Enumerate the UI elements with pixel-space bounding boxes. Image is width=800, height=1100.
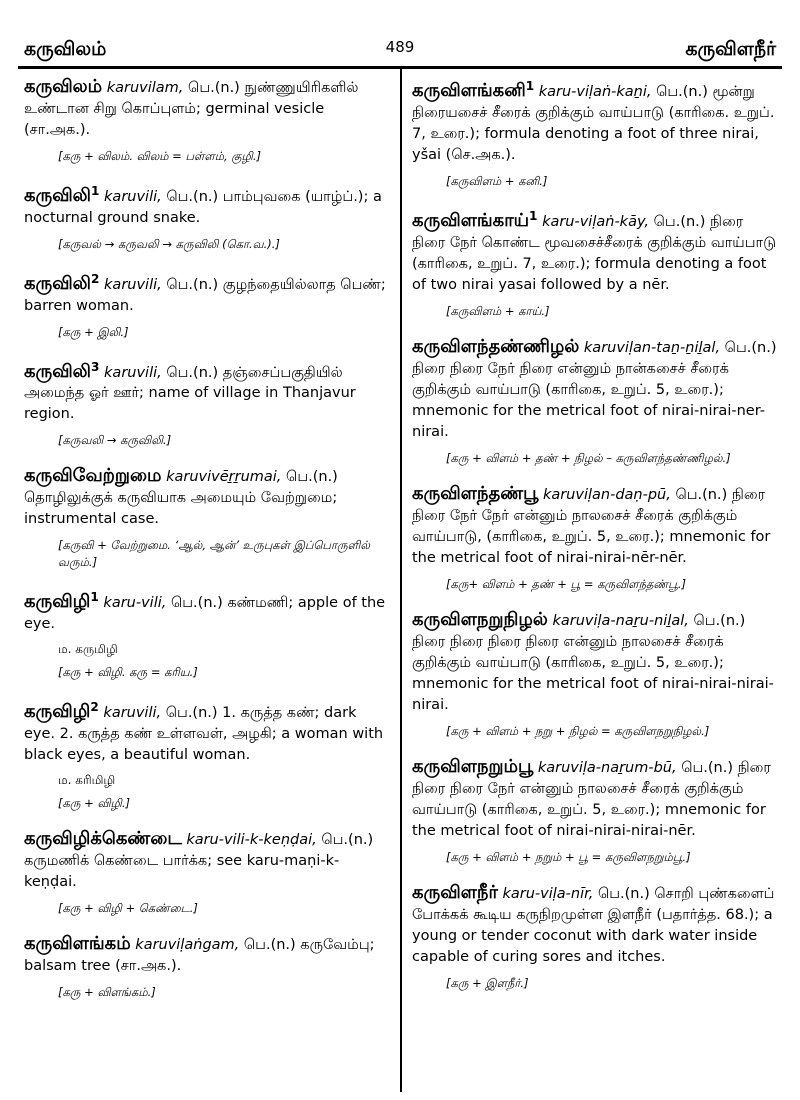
definition: பெ.(n.) கருமணிக் கெண்டை பார்க்க; see karu-maṇi-k-keṇḍai. [24, 832, 374, 891]
headword: கருவிளநறுநிழல் [412, 608, 548, 630]
transliteration: karuvilam, [106, 80, 184, 96]
dictionary-entry [412, 609, 778, 716]
dictionary-entry [412, 756, 778, 842]
dictionary-entry [24, 465, 388, 530]
homograph-number: 3 [91, 359, 100, 374]
cognate: ம. கருமிழி [58, 642, 118, 657]
homograph-number: 1 [529, 208, 538, 223]
transliteration: karu-viḷaṅ-kāy, [542, 213, 650, 230]
transliteration: karuviḷaṅgam, [135, 937, 240, 954]
etymology: [கரு + விலம். விலம் = பள்ளம், குழி.] [58, 149, 261, 163]
transliteration: karuvili, [104, 364, 162, 381]
dictionary-entry [24, 269, 388, 317]
etymology: [கரு+ விளம் + தண் + பூ = கருவிளந்தண்பூ.] [446, 576, 687, 591]
headword: கருவிளங்கம் [24, 933, 131, 955]
right-column [412, 76, 778, 1008]
headword: கருவிவேற்றுமை [24, 465, 162, 487]
dictionary-entry [24, 828, 388, 893]
etymology: [கரு + விழி + கெண்டை.] [58, 901, 198, 916]
transliteration: karuvili, [103, 705, 162, 722]
definition: பெ.(n.) நிரை நிரை நேர் கொண்ட மூவசைச்சீரைக் குறிக்கும் வாய்பாடு (காரிகை, உறுப். 7, உரை.); formula denoting a foot of two nirai yasai followed by a nēr. [412, 213, 777, 293]
homograph-number: 2 [90, 700, 99, 715]
definition: பெ.(n.) சொறி புண்களைப் போக்கக் கூடிய கருநிறமுள்ள இளநீர் (பதார்த்த. 68.); a young or tender coconut with dark water inside capable of curing sores and itches. [412, 885, 775, 965]
page-header [0, 0, 800, 60]
homograph-number: 1 [525, 79, 535, 93]
definition: பெ.(n.) நிரை நிரை நிரை நிரை என்னும் நாலசைச் சீரைக் குறிக்கும் வாய்பாடு (காரிகை, உறுப். 5, உரை.); mnemonic for the metrical foot of nirai-nirai-nirai-nirai. [412, 612, 774, 713]
dictionary-entry [24, 933, 388, 977]
cognate: ம. கரிமிழி [58, 773, 116, 788]
headword: கருவிலி [24, 184, 92, 206]
transliteration: karuvili, [104, 188, 162, 205]
dictionary-entry [24, 587, 388, 635]
etymology: [கரு + விழி. கரு = கரிய.] [58, 665, 198, 680]
transliteration: karuviḷan-daṇ-pū, [542, 486, 671, 503]
dictionary-entry [412, 882, 778, 968]
headword: கருவிளங்கனி [412, 79, 526, 101]
homograph-number: 1 [90, 590, 99, 605]
etymology: [கருவி + வேற்றுமை. ‘ஆல், ஆன்’ உருபுகள் இப்பொருளில் வரும்.] [58, 538, 370, 570]
transliteration: karuviḷa-naṟu-niḻal, [552, 612, 689, 629]
definition: பெ.(n.) நிரை நிரை நிரை நேர் என்னும் நாலசைச் சீரைக் குறிக்கும் வாய்பாடு (காரிகை, உறுப். 5, உரை.); mnemonic for the metrical foot of nirai-nirai-nirai-nēr. [412, 759, 771, 839]
definition: பெ.(n.) மூன்று நிரையசைச் சீரைக் குறிக்கும் வாய்பாடு (காரிகை. உறுப். 7, உரை.); formula denoting a foot of three nirai, yšai (செ.அக.). [412, 83, 775, 163]
dictionary-entry [412, 336, 778, 443]
transliteration: karuviḷan-taṉ-ṉiḻal, [583, 339, 721, 356]
definition: பெ.(n.) நிரை நிரை நேர் நேர் என்னும் நாலசைச் சீரைக் குறிக்கும் வாய்பாடு, (காரிகை, உறுப். 5, உரை.); mnemonic for the metrical foot of nirai-nirai-nēr-nēr. [412, 486, 771, 566]
headword: கருவிழி [24, 591, 91, 613]
etymology: [கரு + இலி.] [58, 324, 129, 339]
etymology: [கரு + விழி.] [58, 796, 130, 811]
definition: பெ.(n.) 1. கருத்த கண்; dark eye. 2. கருத்த கண் உள்ளவள், அழகி; a woman with black eyes, a beautiful woman. [24, 705, 384, 764]
etymology: [கரு + விளங்கம்.] [58, 985, 156, 1000]
homograph-number: 2 [91, 271, 100, 286]
header-left-guideword: கருவிலம் [24, 38, 107, 60]
transliteration: karu-vili-k-keṇḍai, [186, 832, 317, 849]
definition: பெ.(n.) கண்மணி; apple of the eye. [24, 595, 386, 633]
headword: கருவிளநீர் [412, 881, 498, 903]
etymology: [கருவிளம் + காய்.] [446, 303, 550, 318]
dictionary-entry [412, 206, 778, 296]
headword: கருவிலி [24, 272, 92, 294]
headword: கருவிளநறும்பூ [412, 755, 534, 777]
page-number: 489 [385, 38, 415, 56]
headword: கருவிழிக்கெண்டை [24, 828, 182, 850]
dictionary-entry [24, 697, 388, 766]
dictionary-entry [24, 357, 388, 426]
etymology: [கரு + இளநீர்.] [446, 975, 529, 990]
etymology: [கரு + விளம் + தண் + நிழல் – கருவிளந்தண்ணிழல்.] [446, 450, 731, 465]
definition: பெ.(n.) நுண்ணுயிரிகளில் உண்டான சிறு கொப்புளம்; germinal vesicle (சா.அக.). [24, 80, 359, 138]
definition: பெ.(n.) தஞ்சைப்பகுதியில் அமைந்த ஓர் ஊர்; name of village in Thanjavur region. [24, 364, 356, 423]
headword: கருவிலம் [24, 76, 103, 97]
dictionary-entry [412, 76, 778, 166]
transliteration: karu-viḷaṅ-kaṉi, [538, 83, 652, 100]
definition: பெ.(n.) குழந்தையில்லாத பெண்; barren woman. [24, 276, 386, 314]
headword: கருவிலி [24, 360, 92, 382]
headword: கருவிளந்தண்ணிழல் [412, 335, 580, 357]
dictionary-entry [412, 483, 778, 569]
dictionary-entry [24, 181, 388, 229]
definition: பெ.(n.) நிரை நிரை நேர் நிரை என்னும் நான்கசைச் சீரைக் குறிக்கும் வாய்பாடு (காரிகை, உறுப். 5, உரை.); mnemonic for the metrical foot of nirai-nirai-ner-nirai. [412, 339, 777, 440]
column-divider [400, 68, 402, 1092]
transliteration: karuviḷa-naṟum-bū, [537, 759, 677, 776]
headword: கருவிளந்தண்பூ [412, 482, 539, 504]
etymology: [கருவிளம் + கனி.] [446, 173, 548, 188]
etymology: [கருவல் → கருவலி → கருவிலி (கொ.வ.).] [58, 236, 280, 251]
transliteration: karuvivēṟṟumai, [166, 469, 282, 486]
definition: பெ.(n.) கருவேம்பு; balsam tree (சா.அக.). [24, 937, 375, 975]
transliteration: karuvili, [104, 276, 162, 293]
dictionary-entry [24, 76, 388, 141]
etymology: [கரு + விளம் + நறும் + பூ = கருவிளநறும்பூ.] [446, 849, 691, 864]
definition: பெ.(n.) பாம்புவகை (யாழ்ப்.); a nocturnal ground snake. [24, 188, 382, 226]
transliteration: karu-vili, [103, 595, 167, 612]
header-right-guideword: கருவிளநீர் [685, 38, 776, 60]
etymology: [கரு + விளம் + நறு + நிழல் = கருவிளநறுநிழல்.] [446, 723, 710, 738]
definition: பெ.(n.) தொழிலுக்குக் கருவியாக அமையும் வேற்றுமை; instrumental case. [24, 469, 338, 528]
left-column [24, 76, 388, 1017]
transliteration: karu-viḷa-nīr, [502, 885, 594, 902]
headword: கருவிளங்காய் [412, 209, 530, 231]
homograph-number: 1 [91, 184, 100, 198]
etymology: [கருவலி → கருவிலி.] [58, 433, 172, 448]
headword: கருவிழி [24, 701, 91, 723]
